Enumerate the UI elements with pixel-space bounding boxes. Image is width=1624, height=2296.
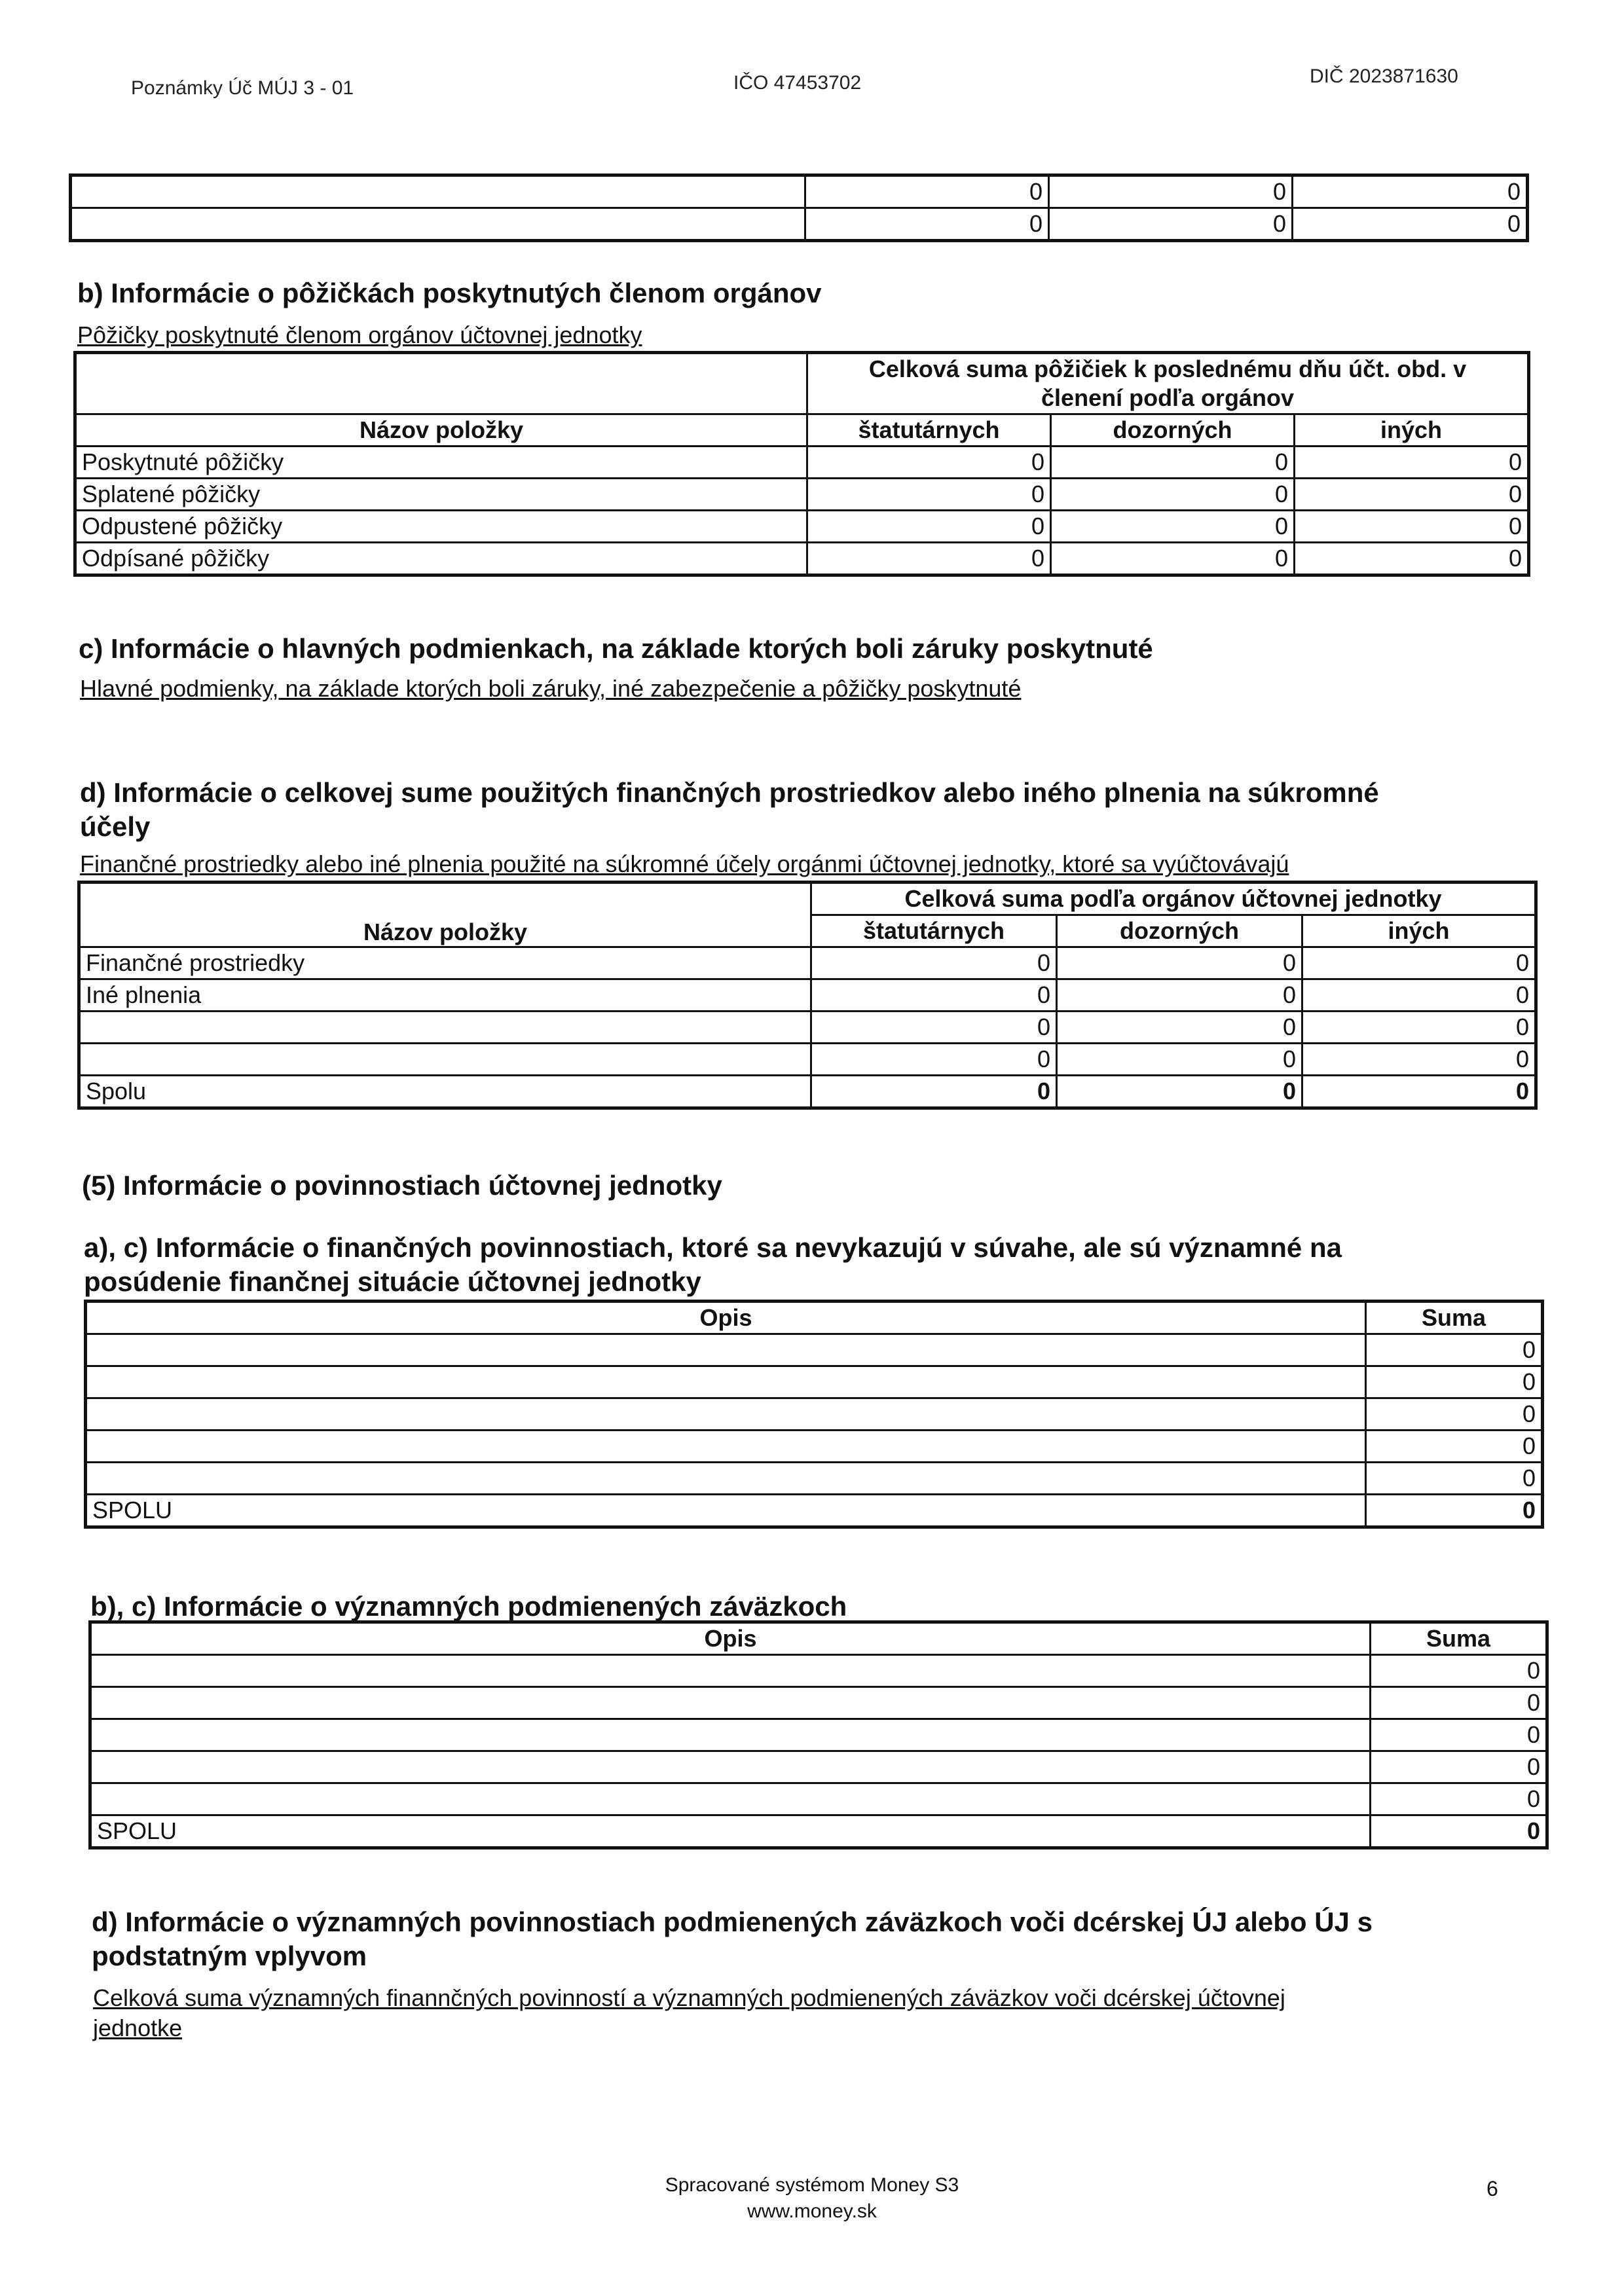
row-label: Poskytnuté pôžičky [75,446,807,479]
table-cell: 0 [1051,446,1295,479]
column-header-amount: Suma [1371,1622,1547,1655]
description-cell [90,1687,1371,1719]
table-row [75,543,1529,575]
table-cell: 0 [1302,1011,1536,1044]
section-5d-subtitle-line2: jednotke [93,2014,183,2041]
table-cell: 0 [1302,1044,1536,1076]
table-cell: 0 [811,947,1057,979]
amount-cell: 0 [1366,1334,1543,1366]
table-cell: 0 [1295,479,1529,511]
amount-cell: 0 [1366,1366,1543,1398]
row-label [79,1044,811,1076]
table-header-row [86,1302,1543,1334]
section-5ac-title-line2: posúdenie finančnej situácie účtovnej jednotky [84,1266,701,1297]
table-cell: 0 [1057,1011,1302,1044]
table-cell: 0 [811,1044,1057,1076]
private-use-group-header: Celková suma podľa orgánov účtovnej jednotky [811,883,1536,915]
table-row [86,1366,1543,1398]
table-cell: 0 [807,446,1051,479]
private-use-table [77,881,1538,1110]
description-cell [90,1655,1371,1687]
row-label: Finančné prostriedky [79,947,811,979]
section-5d-title-line2: podstatným vplyvom [92,1941,367,1971]
table-cell: 0 [807,479,1051,511]
amount-cell: 0 [1371,1719,1547,1751]
table-cell: 0 [1293,208,1528,241]
total-cell: 0 [1302,1076,1536,1108]
table-header-row [90,1622,1547,1655]
table-row [86,1463,1543,1495]
total-cell: 0 [1057,1076,1302,1108]
total-label: SPOLU [86,1495,1366,1527]
description-cell [86,1430,1366,1463]
table-row [86,1430,1543,1463]
header-ico: IČO 47453702 [733,72,862,94]
table-row [90,1783,1547,1815]
table-cell [71,208,805,241]
total-label: Spolu [79,1076,811,1108]
table-cell: 0 [1049,208,1293,241]
row-label [79,1011,811,1044]
table-header-row [79,883,1536,915]
column-header-other: iných [1302,915,1536,947]
table-row [79,979,1536,1011]
amount-cell: 0 [1371,1687,1547,1719]
table-header-row [75,353,1529,414]
table-total-row [79,1076,1536,1108]
column-header-name-text: Názov položky [363,919,528,945]
table-total-row [86,1495,1543,1527]
table-cell: 0 [805,208,1049,241]
loans-group-header-line2: členení podľa orgánov [1041,384,1294,411]
amount-cell: 0 [1371,1783,1547,1815]
table-row [86,1334,1543,1366]
amount-cell: 0 [1371,1655,1547,1687]
table-row [90,1687,1547,1719]
table-cell: 0 [1057,1044,1302,1076]
table-cell: 0 [1293,175,1528,208]
table-row [90,1655,1547,1687]
column-header-amount: Suma [1366,1302,1543,1334]
section-5-title: (5) Informácie o povinnostiach účtovnej jednotky [82,1170,722,1201]
page-number: 6 [1486,2177,1498,2200]
loans-group-header [807,353,1529,414]
table-column-header-row [75,414,1529,446]
table-cell: 0 [1057,947,1302,979]
column-header-other: iných [1295,414,1529,446]
column-header-supervisory: dozorných [1051,414,1295,446]
table-row [79,947,1536,979]
column-header-statutory: štatutárnych [811,915,1057,947]
section-5ac-title-line1: a), c) Informácie o finančných povinnostiach, ktoré sa nevykazujú v súvahe, ale sú významné na [84,1232,1342,1263]
section-b-title: b) Informácie o pôžičkách poskytnutých členom orgánov [77,278,822,308]
top-continuation-table [69,173,1529,242]
section-5bc-title: b), c) Informácie o významných podmienených záväzkoch [90,1591,847,1622]
table-row [71,208,1528,241]
amount-cell: 0 [1366,1430,1543,1463]
description-cell [90,1783,1371,1815]
header-left: Poznámky Úč MÚJ 3 - 01 [131,77,354,99]
table-cell: 0 [1295,543,1529,575]
table-row [75,446,1529,479]
column-header-supervisory: dozorných [1057,915,1302,947]
table-row [75,511,1529,543]
table-cell: 0 [1057,979,1302,1011]
footer-website: www.money.sk [747,2200,877,2222]
amount-cell: 0 [1366,1463,1543,1495]
section-d-subtitle: Finančné prostriedky alebo iné plnenia použité na súkromné účely orgánmi účtovnej jednotky, ktoré sa vyúčtovávajú [80,850,1289,877]
table-cell: 0 [1049,175,1293,208]
table-row [79,1011,1536,1044]
table-cell: 0 [1302,947,1536,979]
table-cell: 0 [1302,979,1536,1011]
table-total-row [90,1815,1547,1848]
table-cell: 0 [811,1011,1057,1044]
section-c-title: c) Informácie o hlavných podmienkach, na základe ktorých boli záruky poskytnuté [79,633,1153,664]
table-cell: 0 [811,979,1057,1011]
column-header-statutory: štatutárnych [807,414,1051,446]
row-label: Odpísané pôžičky [75,543,807,575]
table-row [86,1398,1543,1430]
loans-group-header-line1: Celková suma pôžičiek k poslednému dňu účt. obd. v [868,355,1467,382]
column-header-name [79,883,811,947]
section-5d-subtitle-line1: Celková suma významných finannčných povinností a významných podmienených záväzkov voči dcérskej účtovnej [93,1984,1285,2011]
column-header-description: Opis [90,1622,1371,1655]
section-c-subtitle: Hlavné podmienky, na základe ktorých boli záruky, iné zabezpečenie a pôžičky poskytnuté [80,675,1022,702]
row-label: Odpustené pôžičky [75,511,807,543]
table-row [71,175,1528,208]
description-cell [90,1751,1371,1783]
table-cell: 0 [805,175,1049,208]
section-d-title-line1: d) Informácie o celkovej sume použitých finančných prostriedkov alebo iného plnenia na súkromné [80,777,1379,808]
section-d-title-line2: účely [80,811,151,842]
footer-software: Spracované systémom Money S3 [665,2174,959,2196]
table-cell: 0 [807,543,1051,575]
table-cell: 0 [1295,446,1529,479]
table-row [90,1719,1547,1751]
column-header-description: Opis [86,1302,1366,1334]
financial-obligations-table [84,1300,1544,1529]
table-header-empty [75,353,807,414]
table-row [79,1044,1536,1076]
loans-table [73,351,1530,577]
footer [616,2172,1008,2225]
section-b-subtitle: Pôžičky poskytnuté členom orgánov účtovnej jednotky [77,321,642,348]
description-cell [86,1398,1366,1430]
total-cell: 0 [1371,1815,1547,1848]
row-label: Splatené pôžičky [75,479,807,511]
header-dic: DIČ 2023871630 [1310,65,1458,87]
total-cell: 0 [811,1076,1057,1108]
table-cell: 0 [807,511,1051,543]
total-label: SPOLU [90,1815,1371,1848]
amount-cell: 0 [1366,1398,1543,1430]
table-cell: 0 [1295,511,1529,543]
description-cell [86,1463,1366,1495]
section-5d-title-line1: d) Informácie o významných povinnostiach podmienených záväzkoch voči dcérskej ÚJ alebo ÚJ s [92,1906,1373,1937]
amount-cell: 0 [1371,1751,1547,1783]
table-cell [71,175,805,208]
total-cell: 0 [1366,1495,1543,1527]
table-cell: 0 [1051,543,1295,575]
row-label: Iné plnenia [79,979,811,1011]
description-cell [86,1334,1366,1366]
contingent-liabilities-table [88,1620,1549,1850]
description-cell [90,1719,1371,1751]
table-row [90,1751,1547,1783]
table-cell: 0 [1051,479,1295,511]
table-row [75,479,1529,511]
table-cell: 0 [1051,511,1295,543]
column-header-name: Názov položky [75,414,807,446]
description-cell [86,1366,1366,1398]
